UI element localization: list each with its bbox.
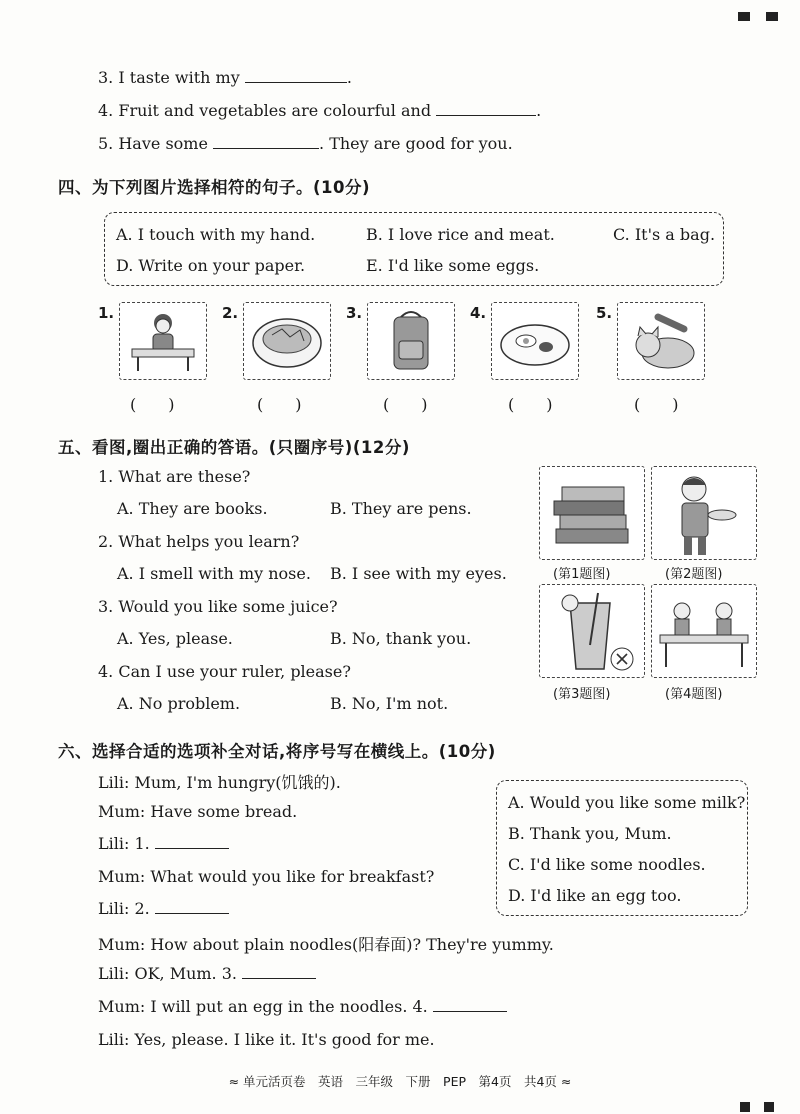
answer-blank[interactable]	[155, 834, 229, 849]
picture-eggs	[491, 302, 579, 380]
picture-writing-desk	[119, 302, 207, 380]
answer-parentheses[interactable]: ( )	[130, 395, 175, 414]
corner-mark	[766, 12, 778, 21]
two-students-desk-icon	[652, 585, 756, 677]
choice-3b[interactable]: B. No, thank you.	[330, 629, 472, 648]
corner-mark	[740, 1102, 750, 1112]
student-writing-icon	[120, 303, 206, 379]
figure-4	[651, 584, 757, 678]
option-a: A. I touch with my hand.	[116, 225, 316, 244]
picture-number: 5.	[596, 304, 613, 322]
rice-bowl-icon	[244, 303, 330, 379]
page-footer: ≈ 单元活页卷 英语 三年级 下册 PEP 第4页 共4页 ≈	[228, 1074, 572, 1089]
answer-parentheses[interactable]: ( )	[634, 395, 679, 414]
dialogue-line: Mum: How about plain noodles(阳春面)? They're yummy.	[98, 935, 554, 954]
juice-glass-icon	[540, 585, 644, 677]
answer-parentheses[interactable]: ( )	[508, 395, 553, 414]
picture-hand-cat	[617, 302, 705, 380]
fill-question-5: 5. Have some . They are good for you.	[98, 134, 513, 153]
question-2: 2. What helps you learn?	[98, 532, 300, 551]
answer-blank[interactable]	[433, 997, 507, 1012]
question-3: 3. Would you like some juice?	[98, 597, 338, 616]
choice-2b[interactable]: B. I see with my eyes.	[330, 564, 507, 583]
answer-blank[interactable]	[155, 899, 229, 914]
answer-blank[interactable]	[436, 101, 536, 116]
corner-mark	[738, 12, 750, 21]
hand-touching-cat-icon	[618, 303, 704, 379]
dialogue-line: Mum: Have some bread.	[98, 802, 298, 821]
choice-2a[interactable]: A. I smell with my nose.	[117, 564, 311, 583]
dialogue-line: Lili: 2.	[98, 899, 229, 918]
picture-rice-meat	[243, 302, 331, 380]
option-c: C. It's a bag.	[613, 225, 716, 244]
answer-parentheses[interactable]: ( )	[383, 395, 428, 414]
figure-2	[651, 466, 757, 560]
section-6-heading: 六、选择合适的选项补全对话,将序号写在横线上。(10分)	[58, 742, 496, 761]
fill-question-4: 4. Fruit and vegetables are colourful and .	[98, 101, 542, 120]
option-b: B. I love rice and meat.	[366, 225, 555, 244]
choice-3a[interactable]: A. Yes, please.	[117, 629, 233, 648]
dialogue-line: Mum: I will put an egg in the noodles. 4.	[98, 997, 507, 1016]
picture-number: 2.	[222, 304, 239, 322]
section-4-heading: 四、为下列图片选择相符的句子。(10分)	[58, 178, 371, 197]
dialogue-line: Lili: Mum, I'm hungry(饥饿的).	[98, 773, 341, 792]
option-e: E. I'd like some eggs.	[366, 256, 540, 275]
figure-4-caption: (第4题图)	[665, 687, 723, 702]
dialogue-line: Lili: OK, Mum. 3.	[98, 964, 316, 983]
section-5-heading: 五、看图,圈出正确的答语。(只圈序号)(12分)	[58, 438, 410, 457]
books-stack-icon	[540, 467, 644, 559]
answer-blank[interactable]	[242, 964, 316, 979]
figure-1	[539, 466, 645, 560]
corner-mark	[764, 1102, 774, 1112]
picture-number: 4.	[470, 304, 487, 322]
dialogue-line: Mum: What would you like for breakfast?	[98, 867, 435, 886]
picture-bag	[367, 302, 455, 380]
backpack-icon	[368, 303, 454, 379]
girl-with-cake-icon	[652, 467, 756, 559]
dialogue-option-c: C. I'd like some noodles.	[508, 855, 706, 874]
picture-number: 1.	[98, 304, 115, 322]
choice-1b[interactable]: B. They are pens.	[330, 499, 472, 518]
figure-2-caption: (第2题图)	[665, 567, 723, 582]
choice-4a[interactable]: A. No problem.	[117, 694, 241, 713]
dialogue-line: Lili: 1.	[98, 834, 229, 853]
figure-3	[539, 584, 645, 678]
answer-parentheses[interactable]: ( )	[257, 395, 302, 414]
answer-blank[interactable]	[213, 134, 319, 149]
dialogue-option-a: A. Would you like some milk?	[508, 793, 746, 812]
choice-4b[interactable]: B. No, I'm not.	[330, 694, 449, 713]
question-1: 1. What are these?	[98, 467, 251, 486]
figure-3-caption: (第3题图)	[553, 687, 611, 702]
figure-1-caption: (第1题图)	[553, 567, 611, 582]
picture-number: 3.	[346, 304, 363, 322]
plate-eggs-icon	[492, 303, 578, 379]
question-4: 4. Can I use your ruler, please?	[98, 662, 351, 681]
answer-blank[interactable]	[245, 68, 347, 83]
fill-question-3: 3. I taste with my .	[98, 68, 352, 87]
dialogue-line: Lili: Yes, please. I like it. It's good for me.	[98, 1030, 435, 1049]
option-d: D. Write on your paper.	[116, 256, 306, 275]
dialogue-option-d: D. I'd like an egg too.	[508, 886, 682, 905]
choice-1a[interactable]: A. They are books.	[117, 499, 268, 518]
dialogue-option-b: B. Thank you, Mum.	[508, 824, 672, 843]
